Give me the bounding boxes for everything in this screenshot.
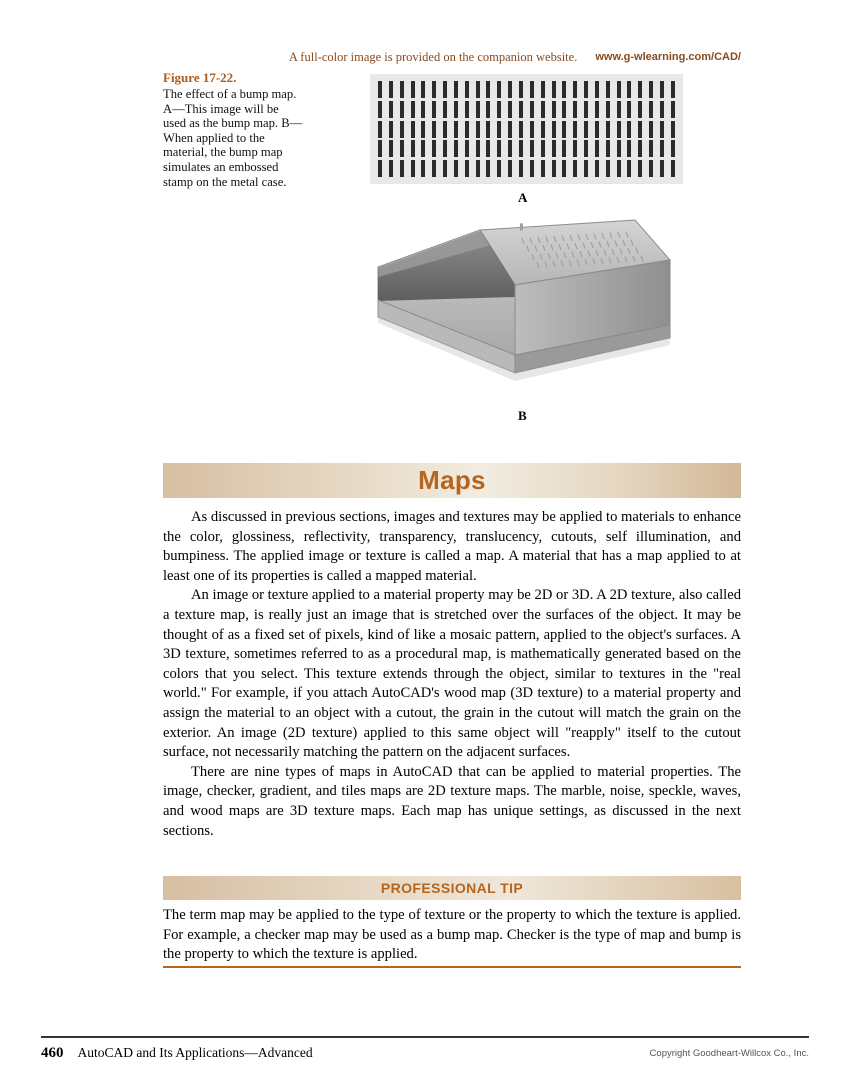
- dash-mark: [584, 140, 588, 157]
- dash-mark: [617, 81, 621, 98]
- dash-mark: [443, 81, 447, 98]
- dash-mark: [595, 140, 599, 157]
- dash-mark: [519, 101, 523, 118]
- dash-mark: [671, 81, 675, 98]
- dash-mark: [476, 101, 480, 118]
- metal-case-illustration: [370, 205, 683, 405]
- dash-mark: [486, 160, 490, 177]
- dash-mark: [541, 81, 545, 98]
- dash-mark: [617, 121, 621, 138]
- dash-mark: [400, 101, 404, 118]
- paragraph-1-text: As discussed in previous sections, images and textures may be applied to materials to enhance the color, glossiness, reflectivity, transparency, translucency, cutouts, self illumination, and bumpiness. The applied image or texture is called a map. A material that has a map applied to at least one of its properties is called a mapped material.: [163, 509, 741, 584]
- dash-row: [378, 101, 675, 118]
- dash-mark: [454, 160, 458, 177]
- dash-mark: [497, 121, 501, 138]
- dash-mark: [443, 101, 447, 118]
- dash-mark: [541, 160, 545, 177]
- dash-mark: [411, 121, 415, 138]
- figure-number: Figure 17-22.: [163, 70, 237, 85]
- dash-mark: [411, 160, 415, 177]
- companion-website-banner: [163, 48, 741, 66]
- dash-mark: [476, 160, 480, 177]
- paragraph-3-text: There are nine types of maps in AutoCAD that can be applied to material properties. The image, checker, gradient, and tiles maps are 2D texture maps. The marble, noise, speckle, waves, and wood maps are 3D texture maps. Each map has unique settings, as discussed in the next sections.: [163, 763, 741, 839]
- figure-a-label: A: [518, 190, 528, 205]
- dash-mark: [627, 81, 631, 98]
- dash-mark: [649, 160, 653, 177]
- dash-mark: [530, 160, 534, 177]
- dash-mark: [649, 81, 653, 98]
- dash-mark: [519, 140, 523, 157]
- dash-mark: [617, 101, 621, 118]
- dash-mark: [530, 121, 534, 138]
- section-heading-text: Maps: [418, 465, 486, 495]
- dash-mark: [606, 140, 610, 157]
- dash-mark: [454, 101, 458, 118]
- footer-divider: [41, 1036, 809, 1038]
- dash-mark: [649, 101, 653, 118]
- figure-caption-block: [163, 70, 303, 189]
- dash-mark: [476, 121, 480, 138]
- dash-mark: [638, 160, 642, 177]
- paragraph-2: [163, 586, 741, 762]
- dash-mark: [562, 140, 566, 157]
- dash-mark: [508, 121, 512, 138]
- dash-mark: [486, 121, 490, 138]
- dash-mark: [530, 81, 534, 98]
- paragraph-2-text: An image or texture applied to a material property may be 2D or 3D. A 2D texture, also called a texture map, is really just an image that is stretched over the surfaces of the object. It may be thought of as a fixed set of pixels, kind of like a mosaic pattern, applied to the object's surfaces. A 3D texture, sometimes referred to as a procedural map, is mathematically generated based on the colors that you select. This texture extends through the object, similar to textures in the "real world." For example, if you attach AutoCAD's wood map (3D texture) to a material property and assign the material to an object with a cutout, the grain in the cutout will match the grain on the exterior. An image (2D texture) applied to this same object will "reapply" itself to the cutout surface, not necessarily matching the pattern on the adjacent surfaces.: [163, 587, 741, 761]
- dash-mark: [497, 160, 501, 177]
- dash-mark: [638, 121, 642, 138]
- dash-mark: [595, 81, 599, 98]
- dash-mark: [530, 101, 534, 118]
- dash-mark: [649, 140, 653, 157]
- dash-mark: [552, 101, 556, 118]
- dash-mark: [606, 101, 610, 118]
- dash-mark: [389, 160, 393, 177]
- dash-mark: [421, 140, 425, 157]
- dash-mark: [562, 160, 566, 177]
- footer-page-number: 460: [41, 1044, 64, 1061]
- dash-mark: [421, 121, 425, 138]
- dash-mark: [476, 81, 480, 98]
- dash-row: [378, 160, 675, 177]
- footer-book-title: AutoCAD and Its Applications—Advanced: [77, 1045, 313, 1060]
- dash-mark: [443, 121, 447, 138]
- companion-website-note: A full-color image is provided on the companion website.: [288, 49, 578, 64]
- professional-tip-rule: [163, 966, 741, 968]
- dash-mark: [476, 140, 480, 157]
- figure-caption-text: The effect of a bump map. A—This image will be used as the bump map. B—When applied to the material, the bump map simulates an embossed stamp on the metal case.: [163, 87, 303, 189]
- dash-mark: [486, 101, 490, 118]
- dash-mark: [617, 140, 621, 157]
- footer-copyright: Copyright Goodheart-Willcox Co., Inc.: [649, 1047, 809, 1059]
- dash-mark: [519, 121, 523, 138]
- companion-website-url[interactable]: www.g-wlearning.com/CAD/: [595, 51, 741, 63]
- dash-mark: [660, 160, 664, 177]
- dash-mark: [638, 81, 642, 98]
- dash-mark: [421, 160, 425, 177]
- dash-mark: [497, 81, 501, 98]
- dash-row: [378, 121, 675, 138]
- dash-mark: [508, 81, 512, 98]
- dash-mark: [421, 81, 425, 98]
- figure-a-bump-map-image: [370, 74, 683, 184]
- dash-mark: [595, 160, 599, 177]
- dash-mark: [432, 140, 436, 157]
- dash-mark: [671, 121, 675, 138]
- dash-mark: [443, 140, 447, 157]
- dash-mark: [389, 81, 393, 98]
- dash-mark: [411, 81, 415, 98]
- dash-mark: [541, 101, 545, 118]
- dash-mark: [400, 160, 404, 177]
- dash-mark: [584, 81, 588, 98]
- dash-mark: [508, 160, 512, 177]
- dash-mark: [552, 160, 556, 177]
- dash-mark: [562, 121, 566, 138]
- section-heading-banner: [163, 463, 741, 498]
- dash-mark: [617, 160, 621, 177]
- dash-mark: [432, 81, 436, 98]
- dash-mark: [573, 101, 577, 118]
- dash-mark: [508, 101, 512, 118]
- dash-mark: [465, 81, 469, 98]
- dash-mark: [432, 160, 436, 177]
- dash-mark: [584, 101, 588, 118]
- dash-mark: [465, 121, 469, 138]
- dash-mark: [486, 140, 490, 157]
- dash-mark: [573, 81, 577, 98]
- dash-mark: [562, 101, 566, 118]
- dash-mark: [497, 140, 501, 157]
- dash-mark: [400, 121, 404, 138]
- dash-mark: [573, 160, 577, 177]
- dash-mark: [671, 160, 675, 177]
- dash-mark: [400, 140, 404, 157]
- dash-mark: [660, 121, 664, 138]
- dash-mark: [378, 140, 382, 157]
- professional-tip-banner: [163, 876, 741, 900]
- page-footer: [41, 1043, 809, 1063]
- dash-mark: [573, 121, 577, 138]
- dash-mark: [584, 121, 588, 138]
- dash-mark: [552, 121, 556, 138]
- dash-mark: [508, 140, 512, 157]
- dash-mark: [671, 140, 675, 157]
- dash-mark: [562, 81, 566, 98]
- dash-mark: [465, 101, 469, 118]
- dash-mark: [519, 81, 523, 98]
- dash-mark: [584, 160, 588, 177]
- dash-mark: [465, 160, 469, 177]
- dash-mark: [552, 140, 556, 157]
- dash-mark: [595, 101, 599, 118]
- dash-mark: [432, 121, 436, 138]
- dash-mark: [627, 121, 631, 138]
- dash-mark: [389, 140, 393, 157]
- professional-tip-heading: PROFESSIONAL TIP: [380, 880, 524, 896]
- section-body-copy: [163, 508, 741, 841]
- dash-mark: [606, 81, 610, 98]
- dash-mark: [454, 140, 458, 157]
- dash-row: [378, 140, 675, 157]
- dash-mark: [432, 101, 436, 118]
- dash-mark: [627, 101, 631, 118]
- dash-mark: [378, 121, 382, 138]
- dash-mark: [552, 81, 556, 98]
- dash-mark: [486, 81, 490, 98]
- dash-mark: [411, 101, 415, 118]
- dash-mark: [638, 140, 642, 157]
- dash-mark: [454, 121, 458, 138]
- dash-mark: [421, 101, 425, 118]
- dash-mark: [671, 101, 675, 118]
- dash-mark: [530, 140, 534, 157]
- dash-mark: [627, 160, 631, 177]
- dash-row: [378, 81, 675, 98]
- figure-b-rendered-case: [370, 205, 683, 405]
- dash-mark: [595, 121, 599, 138]
- dash-mark: [389, 121, 393, 138]
- dash-pattern-grid: [378, 81, 675, 177]
- paragraph-1: [163, 508, 741, 586]
- dash-mark: [606, 160, 610, 177]
- dash-mark: [465, 140, 469, 157]
- dash-mark: [411, 140, 415, 157]
- dash-mark: [497, 101, 501, 118]
- dash-mark: [378, 101, 382, 118]
- dash-mark: [519, 160, 523, 177]
- dash-mark: [541, 121, 545, 138]
- dash-mark: [378, 81, 382, 98]
- dash-mark: [443, 160, 447, 177]
- dash-mark: [627, 140, 631, 157]
- dash-mark: [649, 121, 653, 138]
- dash-mark: [660, 140, 664, 157]
- dash-mark: [378, 160, 382, 177]
- dash-mark: [638, 101, 642, 118]
- dash-mark: [541, 140, 545, 157]
- dash-mark: [573, 140, 577, 157]
- professional-tip-body: The term map may be applied to the type of texture or the property to which the texture is applied. For example, a checker map may be used as a bump map. Checker is the type of map and bump is the property to which the texture is applied.: [163, 907, 741, 963]
- paragraph-3: [163, 763, 741, 841]
- dash-mark: [400, 81, 404, 98]
- dash-mark: [660, 101, 664, 118]
- dash-mark: [606, 121, 610, 138]
- dash-mark: [660, 81, 664, 98]
- dash-mark: [454, 81, 458, 98]
- figure-b-label: B: [518, 408, 527, 423]
- dash-mark: [389, 101, 393, 118]
